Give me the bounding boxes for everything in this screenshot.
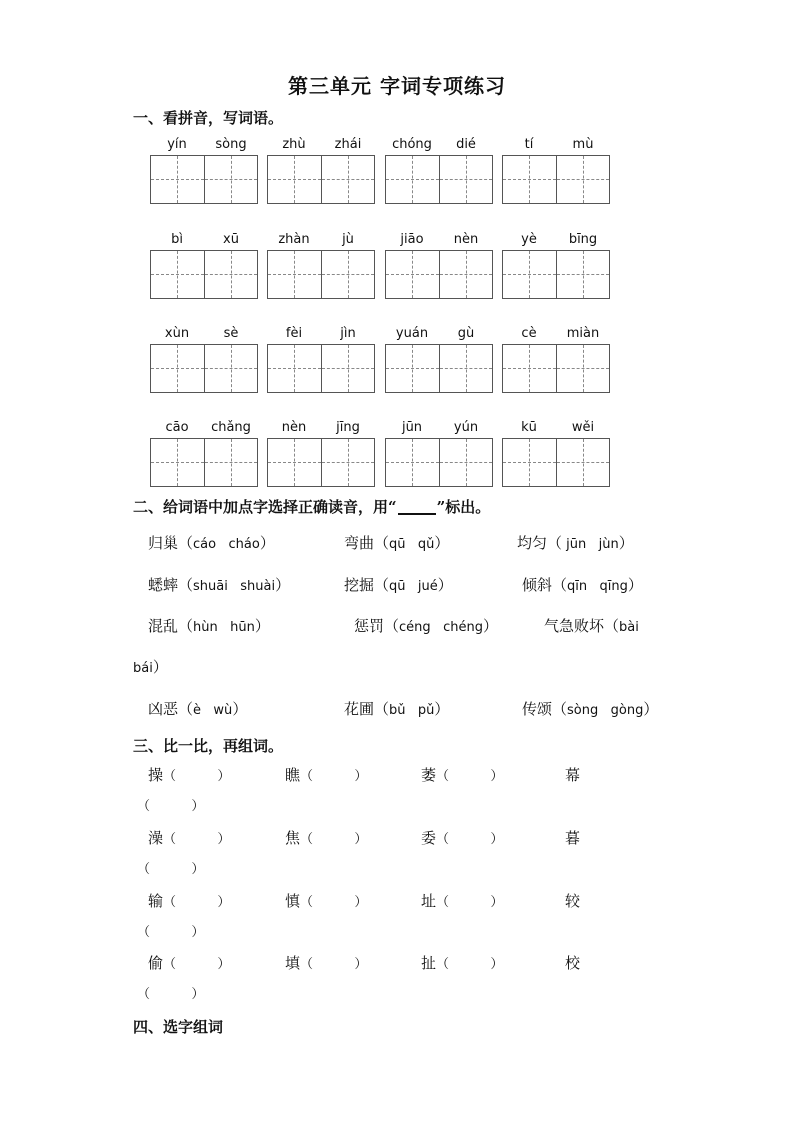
pinyin-label: gù [457, 326, 475, 341]
writing-cell[interactable] [268, 156, 321, 203]
close-paren: ） [618, 534, 634, 552]
writing-cell[interactable] [556, 251, 609, 298]
writing-grid[interactable] [150, 438, 258, 487]
section-1-heading: 一、看拼音，写词语。 [133, 109, 284, 127]
open-paren: （ [178, 534, 194, 552]
word-text: 归巢 [148, 534, 179, 552]
writing-cell[interactable] [151, 345, 204, 392]
pinyin-label: wěi [571, 420, 595, 435]
section-2-close-quote: ” [436, 498, 446, 516]
writing-grid[interactable] [150, 344, 258, 393]
writing-cell[interactable] [439, 439, 492, 486]
pronunciation-item [522, 698, 658, 719]
pinyin-options[interactable]: sòng gòng [567, 703, 644, 718]
writing-cell[interactable] [503, 345, 556, 392]
character: 操 [148, 766, 164, 784]
character: 较 [565, 892, 581, 910]
pronunciation-item [344, 574, 453, 595]
pinyin-label: zhù [282, 137, 306, 152]
pinyin-options[interactable]: céng chéng [399, 620, 483, 635]
pinyin-label: fèi [285, 326, 303, 341]
writing-cell[interactable] [268, 439, 321, 486]
writing-cell[interactable] [204, 345, 257, 392]
answer-blank[interactable]: （ ） [163, 957, 231, 972]
pronunciation-item [354, 615, 498, 636]
wrapped-blank [137, 795, 204, 814]
section-4-heading: 四、选字组词 [133, 1018, 224, 1036]
open-paren: （ [374, 534, 390, 552]
writing-grid[interactable] [385, 250, 493, 299]
word-text: 传颂 [522, 700, 553, 718]
pinyin-label: yún [453, 420, 479, 435]
answer-blank[interactable]: （ ） [300, 832, 368, 847]
writing-cell[interactable] [386, 439, 439, 486]
pinyin-label: jūn [401, 420, 423, 435]
open-paren: （ [178, 700, 194, 718]
character: 填 [285, 954, 301, 972]
open-paren: （ [552, 700, 568, 718]
word-text: 混乱 [148, 617, 179, 635]
wrapped-blank [137, 921, 204, 940]
answer-blank[interactable]: （ ） [137, 987, 205, 1002]
open-paren: （ [384, 617, 400, 635]
pinyin-label: xū [223, 232, 239, 247]
compare-item [421, 890, 503, 911]
close-paren: ） [254, 617, 270, 635]
answer-blank[interactable]: （ ） [163, 769, 231, 784]
pronunciation-item [517, 532, 634, 553]
pinyin-label: miàn [566, 326, 600, 341]
compare-item [285, 952, 367, 973]
compare-item [285, 764, 367, 785]
writing-grid[interactable] [502, 250, 610, 299]
close-paren: ） [482, 617, 498, 635]
pinyin-label: cè [521, 326, 537, 341]
pinyin-label: nèn [281, 420, 307, 435]
close-paren: ） [434, 534, 450, 552]
character: 澡 [148, 829, 164, 847]
character: 委 [421, 829, 437, 847]
writing-grid[interactable] [385, 344, 493, 393]
pinyin-label: cāo [165, 420, 189, 435]
character: 偷 [148, 954, 164, 972]
pinyin-label: bì [171, 232, 183, 247]
writing-cell[interactable] [556, 345, 609, 392]
pinyin-label: kū [521, 420, 537, 435]
pinyin-label: jìn [340, 326, 356, 341]
writing-grid[interactable] [502, 155, 610, 204]
word-text: 凶恶 [148, 700, 179, 718]
pinyin-label: sòng [215, 137, 247, 152]
writing-cell[interactable] [204, 156, 257, 203]
pinyin-label: chǎng [211, 420, 251, 435]
pinyin-label: dié [456, 137, 476, 152]
close-paren: ） [643, 700, 659, 718]
pronunciation-item [344, 698, 449, 719]
character: 瞧 [285, 766, 301, 784]
pinyin-label: tí [524, 137, 534, 152]
pinyin-label: yè [521, 232, 537, 247]
pinyin-label: bīng [568, 232, 598, 247]
compare-item [148, 952, 230, 973]
pinyin-label: yín [167, 137, 187, 152]
pinyin-options[interactable]: qū jué [389, 579, 438, 594]
character: 址 [421, 892, 437, 910]
character: 输 [148, 892, 164, 910]
pronunciation-item [148, 532, 275, 553]
pinyin-options[interactable]: bǔ pǔ [389, 703, 435, 718]
pronunciation-item [133, 656, 168, 677]
answer-blank[interactable]: （ ） [436, 769, 504, 784]
writing-cell[interactable] [503, 156, 556, 203]
open-paren: （ [374, 700, 390, 718]
character: 焦 [285, 829, 301, 847]
writing-grid[interactable] [150, 155, 258, 204]
writing-cell[interactable] [386, 345, 439, 392]
answer-blank[interactable]: （ ） [137, 799, 205, 814]
pinyin-label: chóng [392, 137, 432, 152]
writing-cell[interactable] [321, 251, 374, 298]
answer-blank[interactable]: （ ） [436, 832, 504, 847]
pinyin-label: sè [223, 326, 239, 341]
open-paren: （ [552, 576, 568, 594]
pinyin-options[interactable]: bái [133, 661, 153, 676]
pinyin-options[interactable]: è wù [193, 703, 233, 718]
section-2-open-quote: “ [388, 498, 397, 516]
pinyin-options[interactable]: qū qǔ [389, 537, 435, 552]
writing-cell[interactable] [439, 156, 492, 203]
pinyin-label: zhái [334, 137, 362, 152]
writing-cell[interactable] [386, 156, 439, 203]
close-paren: ） [627, 576, 643, 594]
pinyin-options[interactable]: jūn jùn [562, 537, 619, 552]
writing-cell[interactable] [439, 345, 492, 392]
answer-blank[interactable]: （ ） [436, 957, 504, 972]
writing-cell[interactable] [503, 251, 556, 298]
writing-grid[interactable] [267, 438, 375, 487]
pinyin-label: nèn [453, 232, 479, 247]
pronunciation-item [344, 532, 449, 553]
answer-blank[interactable]: （ ） [163, 895, 231, 910]
pronunciation-item [148, 615, 270, 636]
pronunciation-item [522, 574, 643, 595]
open-paren: （ [178, 617, 194, 635]
answer-blank[interactable]: （ ） [300, 895, 368, 910]
writing-cell[interactable] [151, 251, 204, 298]
word-text: 均匀 [517, 534, 548, 552]
pronunciation-item [148, 698, 247, 719]
open-paren: （ [604, 617, 620, 635]
pinyin-label: jù [342, 232, 354, 247]
open-paren: （ [178, 576, 194, 594]
underline-sample [398, 501, 436, 515]
writing-grid[interactable] [385, 155, 493, 204]
answer-blank[interactable]: （ ） [137, 925, 205, 940]
pinyin-label: xùn [164, 326, 190, 341]
page-title: 第三单元 字词专项练习 [288, 74, 506, 98]
writing-grid[interactable] [385, 438, 493, 487]
open-paren: （ [547, 534, 563, 552]
section-2-heading [133, 496, 490, 517]
compare-item [421, 952, 503, 973]
writing-cell[interactable] [321, 345, 374, 392]
character: 扯 [421, 954, 437, 972]
compare-item [148, 764, 230, 785]
word-text: 挖掘 [344, 576, 375, 594]
compare-item [148, 827, 230, 848]
close-paren: ） [152, 658, 168, 676]
pinyin-options[interactable]: shuāi shuài [193, 579, 276, 594]
writing-cell[interactable] [204, 251, 257, 298]
section-2-text-post: 标出。 [445, 498, 491, 516]
writing-cell[interactable] [439, 251, 492, 298]
pinyin-label: jīng [336, 420, 360, 435]
close-paren: ） [275, 576, 291, 594]
writing-cell[interactable] [503, 439, 556, 486]
compare-item [148, 890, 230, 911]
pinyin-options[interactable]: qīn qīng [567, 579, 628, 594]
character: 校 [565, 954, 581, 972]
close-paren: ） [437, 576, 453, 594]
pinyin-label: yuán [395, 326, 429, 341]
pinyin-label: mù [572, 137, 594, 152]
writing-cell[interactable] [321, 156, 374, 203]
word-text: 蟋蟀 [148, 576, 179, 594]
wrapped-blank [137, 858, 204, 877]
pronunciation-item [544, 615, 639, 636]
pinyin-options[interactable]: bài [619, 620, 639, 635]
writing-cell[interactable] [321, 439, 374, 486]
answer-blank[interactable]: （ ） [137, 862, 205, 877]
pinyin-label: zhàn [278, 232, 310, 247]
character: 慎 [285, 892, 301, 910]
writing-cell[interactable] [151, 156, 204, 203]
compare-item [421, 764, 503, 785]
writing-cell[interactable] [556, 156, 609, 203]
writing-grid[interactable] [150, 250, 258, 299]
pronunciation-item [148, 574, 290, 595]
writing-grid[interactable] [267, 250, 375, 299]
word-text: 弯曲 [344, 534, 375, 552]
answer-blank[interactable]: （ ） [436, 895, 504, 910]
close-paren: ） [434, 700, 450, 718]
writing-grid[interactable] [502, 344, 610, 393]
pinyin-label: jiāo [400, 232, 424, 247]
answer-blank[interactable]: （ ） [300, 957, 368, 972]
writing-grid[interactable] [267, 155, 375, 204]
section-2-text-pre: 二、给词语中加点字选择正确读音，用 [133, 498, 389, 516]
writing-cell[interactable] [386, 251, 439, 298]
writing-cell[interactable] [556, 439, 609, 486]
writing-cell[interactable] [151, 439, 204, 486]
pinyin-options[interactable]: hùn hūn [193, 620, 255, 635]
compare-item [421, 827, 503, 848]
section-3-heading: 三、比一比，再组词。 [133, 737, 284, 755]
close-paren: ） [232, 700, 248, 718]
word-text: 倾斜 [522, 576, 553, 594]
pinyin-options[interactable]: cáo cháo [193, 537, 260, 552]
writing-cell[interactable] [204, 439, 257, 486]
wrapped-blank [137, 983, 204, 1002]
close-paren: ） [259, 534, 275, 552]
character: 暮 [565, 829, 581, 847]
compare-item [285, 827, 367, 848]
word-text: 惩罚 [354, 617, 385, 635]
writing-cell[interactable] [268, 345, 321, 392]
answer-blank[interactable]: （ ） [300, 769, 368, 784]
open-paren: （ [374, 576, 390, 594]
answer-blank[interactable]: （ ） [163, 832, 231, 847]
character: 幕 [565, 766, 581, 784]
writing-grid[interactable] [502, 438, 610, 487]
writing-grid[interactable] [267, 344, 375, 393]
word-text: 花圃 [344, 700, 375, 718]
word-text: 气急败坏 [544, 617, 605, 635]
compare-item [285, 890, 367, 911]
writing-cell[interactable] [268, 251, 321, 298]
character: 萎 [421, 766, 437, 784]
